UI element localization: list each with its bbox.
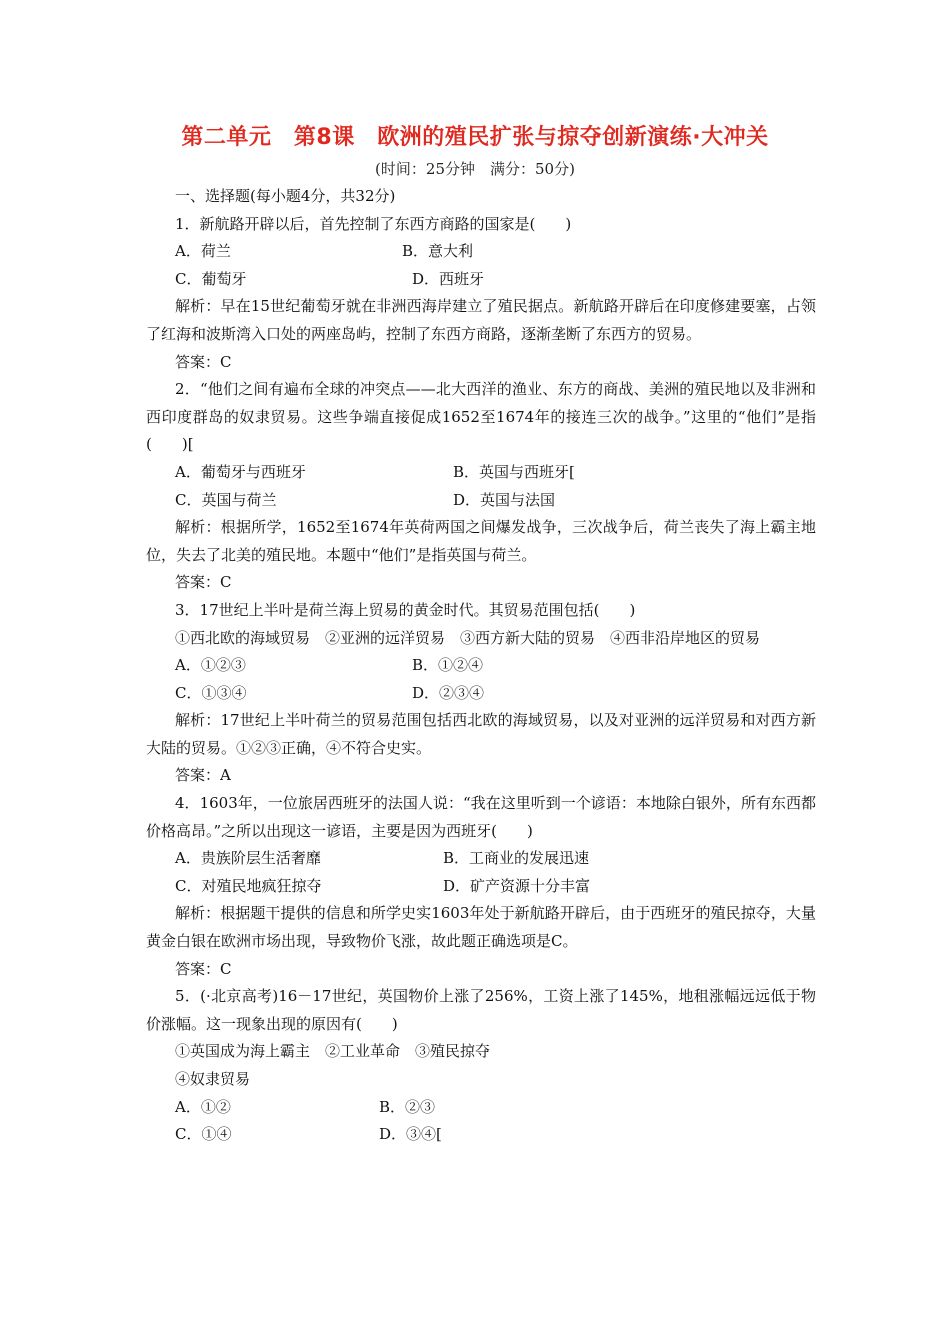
question-2-stem: 2．“他们之间有遍布全球的冲突点——北大西洋的渔业、东方的商战、美洲的殖民地以及非洲和西印度群岛的奴隶贸易。这些争端直接促成1652至1674年的接连三次的战争。”这里的“他们”是指( )[: [146, 380, 816, 454]
question-5-options-row1: [146, 1094, 816, 1122]
option-b: B．①②④: [412, 656, 484, 675]
option-b: B．意大利: [402, 242, 474, 261]
page-subtitle: (时间：25分钟 满分：50分): [375, 160, 575, 178]
option-a: A．①②: [175, 1097, 231, 1116]
option-c: C．英国与荷兰: [175, 490, 277, 509]
page-title: 第二单元 第8课 欧洲的殖民扩张与掠夺创新演练·大冲关: [181, 125, 769, 150]
question-3-options-row2: [146, 680, 816, 708]
question-3-analysis: 解析：17世纪上半叶荷兰的贸易范围包括西北欧的海域贸易，以及对亚洲的远洋贸易和对西方新大陆的贸易。①②③正确，④不符合史实。: [146, 711, 816, 757]
question-1-stem: 1．新航路开辟以后，首先控制了东西方商路的国家是( ): [175, 214, 572, 233]
option-d: D．西班牙: [412, 269, 485, 288]
option-a: A．①②③: [175, 656, 246, 675]
question-1-options-row2: [146, 266, 816, 294]
option-c: C．①③④: [175, 683, 247, 702]
option-c: C．对殖民地疯狂掠夺: [175, 876, 322, 895]
option-c: C．葡萄牙: [175, 269, 247, 288]
option-a: A．荷兰: [175, 242, 231, 261]
question-3-options-row1: [146, 652, 816, 680]
option-b: B．工商业的发展迅速: [443, 849, 590, 868]
option-d: D．英国与法国: [453, 490, 556, 509]
section-heading: 一、选择题(每小题4分，共32分): [175, 187, 396, 205]
question-3-answer: 答案：A: [175, 766, 231, 785]
option-d: D．③④[: [379, 1125, 442, 1144]
question-2-options-row2: [146, 487, 816, 515]
question-5-stem: 5．(·北京高考)16－17世纪，英国物价上涨了256%，工资上涨了145%，地租涨幅远远低于物价涨幅。这一现象出现的原因有( ): [146, 987, 816, 1033]
question-2-options-row1: [146, 459, 816, 487]
question-1-answer: 答案：C: [175, 352, 232, 371]
option-b: B．②③: [379, 1097, 436, 1116]
question-2-answer: 答案：C: [175, 573, 232, 592]
question-2-analysis: 解析：根据所学，1652至1674年英荷两国之间爆发战争，三次战争后，荷兰丧失了海上霸主地位，失去了北美的殖民地。本题中“他们”是指英国与荷兰。: [146, 518, 816, 564]
question-3-stem: 3．17世纪上半叶是荷兰海上贸易的黄金时代。其贸易范围包括( ): [175, 600, 636, 619]
question-4-analysis: 解析：根据题干提供的信息和所学史实1603年处于新航路开辟后，由于西班牙的殖民掠夺，大量黄金白银在欧洲市场出现，导致物价飞涨，故此题正确选项是C。: [146, 904, 816, 951]
option-a: A．贵族阶层生活奢靡: [175, 849, 321, 868]
question-1-options-row1: [146, 238, 816, 266]
question-1-analysis: 解析：早在15世纪葡萄牙就在非洲西海岸建立了殖民据点。新航路开辟后在印度修建要塞，占领了红海和波斯湾入口处的两座岛屿，控制了东西方商路，逐渐垄断了东西方的贸易。: [146, 297, 816, 343]
option-b: B．英国与西班牙[: [453, 462, 575, 481]
question-3-items: ①西北欧的海域贸易 ②亚洲的远洋贸易 ③西方新大陆的贸易 ④西非沿岸地区的贸易: [175, 628, 761, 647]
question-5-options-row2: [146, 1121, 816, 1149]
question-4-options-row1: [146, 845, 816, 873]
option-d: D．矿产资源十分丰富: [443, 876, 591, 895]
option-a: A．葡萄牙与西班牙: [175, 462, 306, 481]
question-4-answer: 答案：C: [175, 959, 232, 978]
question-4-options-row2: [146, 873, 816, 901]
option-c: C．①④: [175, 1125, 232, 1144]
question-4-stem: 4．1603年，一位旅居西班牙的法国人说：“我在这里听到一个谚语：本地除白银外，所有东西都价格高昂。”之所以出现这一谚语，主要是因为西班牙( ): [146, 794, 816, 840]
document-body: [146, 183, 816, 1149]
question-5-items-line2: ④奴隶贸易: [175, 1070, 251, 1088]
question-5-items-line1: ①英国成为海上霸主 ②工业革命 ③殖民掠夺: [175, 1042, 491, 1061]
option-d: D．②③④: [412, 683, 485, 702]
